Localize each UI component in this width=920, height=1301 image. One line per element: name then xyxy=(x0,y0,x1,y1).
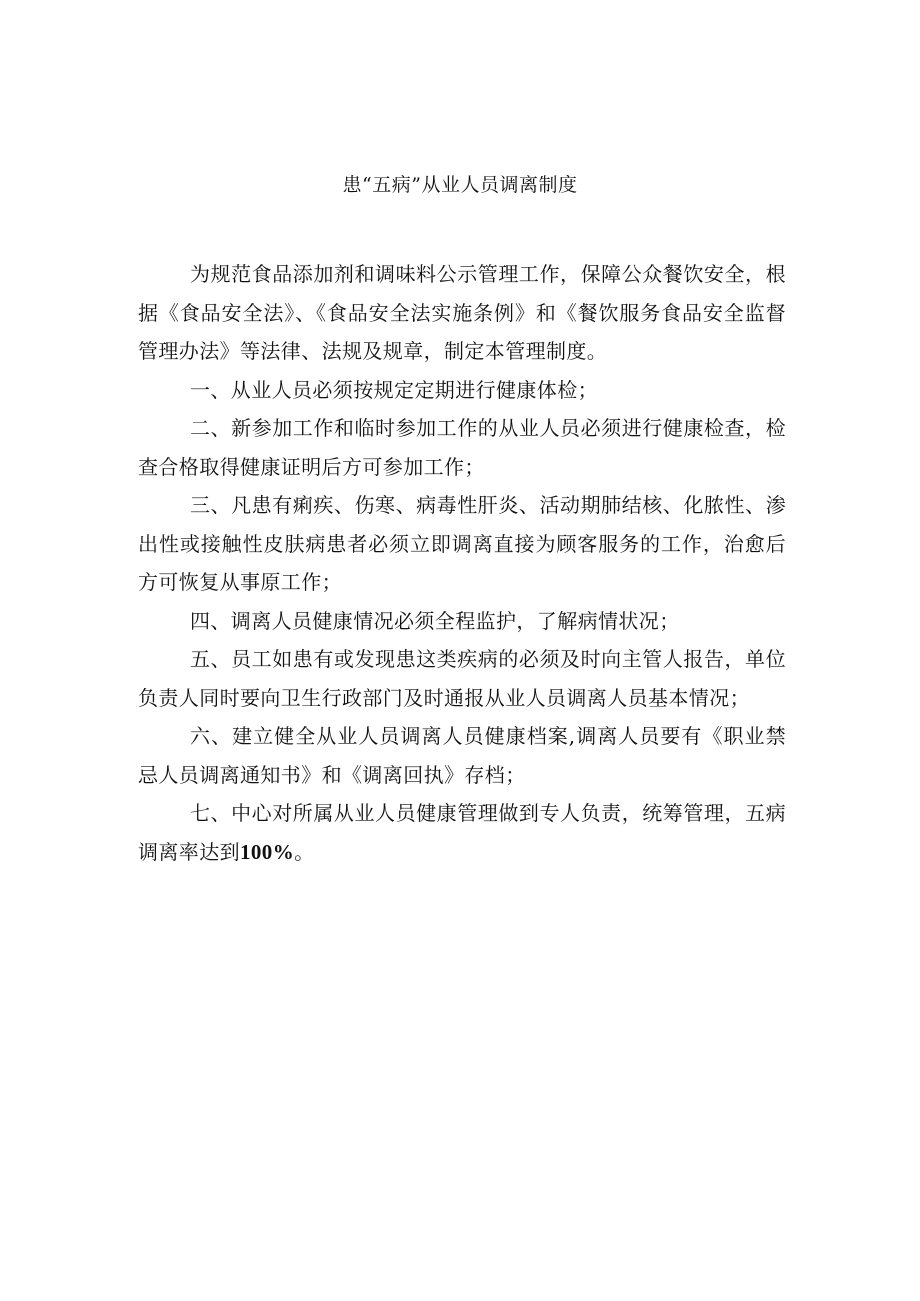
rate-value: 100% xyxy=(240,839,295,864)
paragraph-item-7-end: 。 xyxy=(294,839,315,864)
paragraph-item-4: 四、调离人员健康情况必须全程监护，了解病情状况； xyxy=(190,608,680,633)
document-title: 患“五病”从业人员调离制度 xyxy=(342,174,578,196)
document-body xyxy=(138,255,786,871)
paragraph-item-2: 二、新参加工作和临时参加工作的从业人员必须进行健康检查，检查合格取得健康证明后方可参加工作； xyxy=(138,416,786,479)
paragraph-preamble: 为规范食品添加剂和调味料公示管理工作，保障公众餐饮安全，根据《食品安全法》、《食品安全法实施条例》和《餐饮服务食品安全监督管理办法》等法律、法规及规章，制定本管理制度。 xyxy=(138,262,786,363)
paragraph-item-1: 一、从业人员必须按规定定期进行健康体检； xyxy=(190,377,598,402)
paragraph-item-5: 五、员工如患有或发现患这类疾病的必须及时向主管人报告，单位负责人同时要向卫生行政部门及时通报从业人员调离人员基本情况； xyxy=(138,647,786,710)
paragraph-item-7 xyxy=(138,794,786,871)
paragraph-item-3: 三、凡患有痢疾、伤寒、病毒性肝炎、活动期肺结核、化脓性、渗出性或接触性皮肤病患者必须立即调离直接为顾客服务的工作，治愈后方可恢复从事原工作； xyxy=(138,493,786,594)
paragraph-item-7-text: 七、中心对所属从业人员健康管理做到专人负责，统筹管理，五病调离率达到 xyxy=(138,801,786,864)
paragraph-item-6: 六、建立健全从业人员调离人员健康档案,调离人员要有《职业禁忌人员调离通知书》和《调离回执》存档； xyxy=(138,724,786,787)
